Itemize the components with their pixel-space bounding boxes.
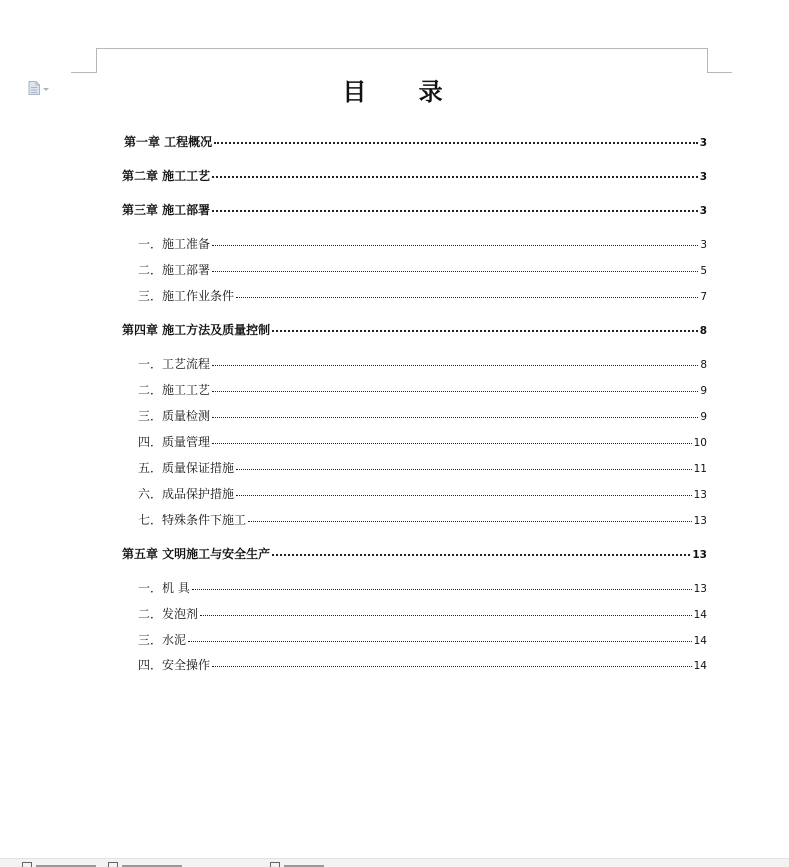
toc-entry-label: 二．施工部署 xyxy=(138,263,211,277)
toc-entry-label: 五．质量保证措施 xyxy=(138,461,235,475)
toc-dot-leader xyxy=(188,641,692,642)
toc-entry-label: 一．工艺流程 xyxy=(138,357,211,371)
toc-section-entry[interactable] xyxy=(138,631,707,648)
toc-entry-label: 六．成品保护措施 xyxy=(138,487,235,501)
toc-dot-leader xyxy=(212,417,698,418)
toc-page-number: 3 xyxy=(699,205,707,217)
toc-dot-leader xyxy=(212,443,692,444)
toc-chapter-entry[interactable] xyxy=(122,545,707,562)
toc-dot-leader xyxy=(212,391,698,392)
page-corner-mark-left xyxy=(71,48,97,73)
toc-chapter-entry[interactable] xyxy=(122,201,707,218)
toc-page-number: 14 xyxy=(693,635,707,647)
toc-dot-leader xyxy=(248,521,692,522)
page-header-guide xyxy=(96,48,708,49)
toc-entry-label: 第三章 施工部署 xyxy=(122,203,211,217)
toc-section-entry[interactable] xyxy=(138,605,707,622)
toc-entry-label: 七．特殊条件下施工 xyxy=(138,513,247,527)
toc-section-entry[interactable] xyxy=(138,381,707,398)
toc-page-number: 13 xyxy=(692,549,707,561)
toc-page-number: 14 xyxy=(693,609,707,621)
toc-section-entry[interactable] xyxy=(138,407,707,424)
toc-page-number: 3 xyxy=(699,171,707,183)
toc-entry-label: 第五章 文明施工与安全生产 xyxy=(122,547,271,561)
toc-entry-label: 第一章 工程概况 xyxy=(124,135,213,149)
toc-page-number: 8 xyxy=(699,325,707,337)
toc-entry-label: 三．施工作业条件 xyxy=(138,289,235,303)
toc-entry-label: 三．质量检测 xyxy=(138,409,211,423)
status-item-page-view[interactable] xyxy=(22,862,96,867)
toc-dot-leader xyxy=(212,271,698,272)
toc-dot-leader xyxy=(200,615,692,616)
read-view-icon xyxy=(108,862,118,867)
toc-entry-label: 第二章 施工工艺 xyxy=(122,169,211,183)
toc-dot-leader xyxy=(212,365,698,366)
toc-section-entry[interactable] xyxy=(138,656,707,673)
toc-page-number: 13 xyxy=(693,583,707,595)
toc-page-number: 5 xyxy=(700,265,707,277)
toc-page-number: 7 xyxy=(700,291,707,303)
status-bar xyxy=(0,858,789,867)
toc-section-entry[interactable] xyxy=(138,485,707,502)
toc-dot-leader xyxy=(212,666,692,667)
toc-entry-label: 四．安全操作 xyxy=(138,658,211,672)
toc-dot-leader xyxy=(272,554,690,556)
page-corner-mark-right xyxy=(707,48,732,73)
toc-page-number: 8 xyxy=(700,359,707,371)
toc-dot-leader xyxy=(214,142,698,144)
toc-dot-leader xyxy=(192,589,692,590)
toc-entry-label: 二．施工工艺 xyxy=(138,383,211,397)
toc-page-number: 14 xyxy=(693,660,707,672)
toc-section-entry[interactable] xyxy=(138,287,707,304)
status-item-read-view[interactable] xyxy=(108,862,182,867)
toc-dot-leader xyxy=(272,330,698,332)
toc-page-number: 13 xyxy=(693,515,707,527)
toc-entry-label: 一．施工准备 xyxy=(138,237,211,251)
status-item-layout[interactable] xyxy=(270,862,324,867)
toc-page-number: 9 xyxy=(700,385,707,397)
layout-icon xyxy=(270,862,280,867)
toc-entry-label: 四．质量管理 xyxy=(138,435,211,449)
toc-chapter-entry[interactable] xyxy=(122,321,707,338)
toc-page-number: 13 xyxy=(693,489,707,501)
toc-page-number: 3 xyxy=(700,239,707,251)
toc-section-entry[interactable] xyxy=(138,459,707,476)
toc-dot-leader xyxy=(212,210,698,212)
toc-dot-leader xyxy=(212,245,698,246)
toc-page-number: 11 xyxy=(693,463,707,475)
toc-entry-label: 二．发泡剂 xyxy=(138,607,199,621)
toc-section-entry[interactable] xyxy=(138,261,707,278)
toc-chapter-entry[interactable] xyxy=(124,133,707,150)
toc-dot-leader xyxy=(212,176,698,178)
toc-entry-label: 一．机 具 xyxy=(138,581,190,595)
toc-section-entry[interactable] xyxy=(138,433,707,450)
toc-chapter-entry[interactable] xyxy=(122,167,707,184)
toc-section-entry[interactable] xyxy=(138,235,707,252)
toc-entry-label: 三．水泥 xyxy=(138,633,187,647)
toc-page-number: 10 xyxy=(693,437,707,449)
toc-section-entry[interactable] xyxy=(138,511,707,528)
toc-dot-leader xyxy=(236,469,692,470)
toc-dot-leader xyxy=(236,297,698,298)
toc-page-number: 3 xyxy=(699,137,707,149)
toc-entry-label: 第四章 施工方法及质量控制 xyxy=(122,323,271,337)
page-view-icon xyxy=(22,862,32,867)
toc-page-number: 9 xyxy=(700,411,707,423)
toc-section-entry[interactable] xyxy=(138,579,707,596)
toc-title: 目 录 xyxy=(342,77,465,106)
toc-dot-leader xyxy=(236,495,692,496)
toc-section-entry[interactable] xyxy=(138,355,707,372)
